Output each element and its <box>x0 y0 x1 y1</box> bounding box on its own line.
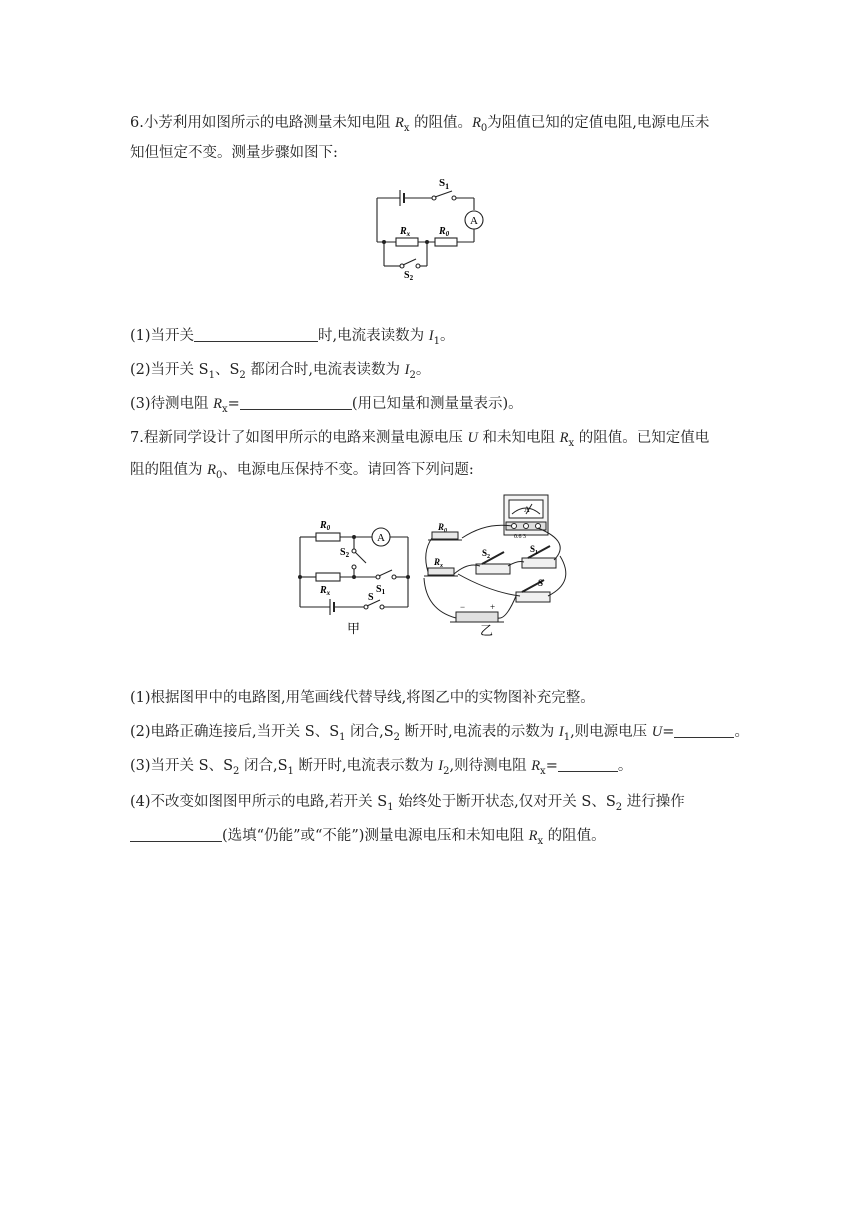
text: 断开时,电流表的示数为 <box>400 724 559 740</box>
var-i: I <box>558 724 564 740</box>
label-s: S <box>538 578 544 588</box>
q7-part4-line1 <box>130 792 740 818</box>
var-i: I <box>438 758 444 774</box>
label-s1: $S_1$ <box>376 584 386 596</box>
var-r: R <box>213 396 223 412</box>
sub: 1 <box>563 731 571 743</box>
answer-blank[interactable] <box>194 327 318 342</box>
var-r: R <box>394 115 404 131</box>
text: 的阻值。 <box>543 828 606 844</box>
caption-jia: 甲 <box>347 621 361 636</box>
text: 。 <box>439 328 455 344</box>
sub: 0 <box>215 469 223 481</box>
text: 阻的阻值为 <box>130 462 208 478</box>
text: 都闭合时,电流表读数为 <box>245 362 405 378</box>
battery-plus: + <box>490 602 496 612</box>
sub: 2 <box>443 765 450 777</box>
sub: 0 <box>480 122 488 134</box>
answer-blank[interactable] <box>240 395 352 410</box>
label-s2: $S_2$ <box>404 270 414 280</box>
q7-part4-line2 <box>130 826 740 852</box>
sub: x <box>568 437 575 449</box>
text: 闭合,S <box>239 758 288 774</box>
label-s2: $S_2$ <box>482 548 491 560</box>
var-r: R <box>472 115 481 131</box>
q7-apparatus-figure-yi <box>420 492 580 640</box>
ammeter-label: A <box>377 532 385 544</box>
var-u: U <box>651 724 663 740</box>
sub: 1 <box>287 765 294 777</box>
label-rx: $R_x$ <box>434 557 444 569</box>
text: 为阻值已知的定值电阻,电源电压未 <box>487 115 710 131</box>
var-u: U <box>467 430 478 446</box>
text: 断开时,电流表示数为 <box>293 758 439 774</box>
label-r0: $R_0$ <box>320 520 331 532</box>
q6-step2 <box>130 360 740 386</box>
text: 闭合,S <box>345 724 394 740</box>
text: (2)当开关 S <box>130 362 209 378</box>
label-rx: $R_x$ <box>320 585 331 597</box>
q6-step1 <box>130 326 740 352</box>
var-r: R <box>559 430 569 446</box>
sub: x <box>540 765 546 777</box>
sub: x <box>403 122 410 134</box>
label-s1: $S_1$ <box>439 177 450 191</box>
sub: 2 <box>409 369 416 381</box>
text: 。 <box>415 362 431 378</box>
label-s1: $S_1$ <box>530 544 539 556</box>
answer-blank[interactable] <box>130 827 222 842</box>
answer-blank[interactable] <box>558 757 618 772</box>
sub: 1 <box>208 369 215 381</box>
text: 、电源电压保持不变。请回答下列问题: <box>222 462 474 478</box>
meter-scale: 0.6 3 <box>514 534 526 540</box>
answer-blank[interactable] <box>674 723 734 738</box>
var-r: R <box>528 828 538 844</box>
sub: 1 <box>387 801 394 813</box>
q7-intro-line2 <box>130 460 740 486</box>
label-r0: $R_0$ <box>438 522 448 534</box>
sub: 2 <box>239 369 246 381</box>
q6-circuit-diagram <box>360 170 500 280</box>
label-rx: $R_x$ <box>400 226 411 238</box>
text: ,则待测电阻 <box>449 758 532 774</box>
var-i: I <box>428 328 434 344</box>
var-r: R <box>531 758 541 774</box>
text: 始终处于断开状态,仅对开关 S、S <box>393 794 616 810</box>
text: 、S <box>214 362 240 378</box>
ammeter-label: A <box>470 215 478 227</box>
text: 7.程新同学设计了如图甲所示的电路来测量电源电压 <box>130 430 468 446</box>
text: 的阻值。已知定值电 <box>574 430 710 446</box>
q6-intro-line2: 知但恒定不变。测量步骤如图下: <box>130 145 338 161</box>
q7-part1: (1)根据图甲中的电路图,用笔画线代替导线,将图乙中的实物图补充完整。 <box>130 690 595 706</box>
text: (选填“仍能”或“不能”)测量电源电压和未知电阻 <box>222 828 529 844</box>
q6-intro-line1 <box>130 113 740 139</box>
text: 。 <box>734 724 749 740</box>
sub: 2 <box>393 731 401 743</box>
sub: 1 <box>339 731 346 743</box>
text: = <box>227 396 240 412</box>
text: (用已知量和测量量表示)。 <box>351 396 523 412</box>
text: 的阻值。 <box>409 115 473 131</box>
text: (4)不改变如图图甲所示的电路,若开关 S <box>130 794 388 810</box>
text: 进行操作 <box>622 794 685 810</box>
sub: x <box>537 835 544 847</box>
sub: 1 <box>433 335 440 347</box>
text: (3)当开关 S、S <box>130 758 234 774</box>
sub: 2 <box>233 765 240 777</box>
var-i: I <box>404 362 410 378</box>
meter-a-label: A <box>524 505 530 514</box>
text: (1)当开关 <box>130 328 195 344</box>
caption-yi: 乙 <box>480 623 494 638</box>
text: 时,电流表读数为 <box>318 328 429 344</box>
text: = <box>662 724 675 740</box>
text: 。 <box>617 758 633 774</box>
text: (3)待测电阻 <box>130 396 214 412</box>
text: ,则电源电压 <box>570 724 652 740</box>
var-r: R <box>207 462 216 478</box>
text: 和未知电阻 <box>477 430 560 446</box>
text: = <box>545 758 558 774</box>
q7-circuit-schematic-jia <box>290 515 420 640</box>
q7-intro-line1 <box>130 428 740 454</box>
sub: 2 <box>615 801 623 813</box>
q6-step3 <box>130 394 740 420</box>
text: (2)电路正确连接后,当开关 S、S <box>130 724 340 740</box>
q7-part3 <box>130 756 740 782</box>
label-s: S <box>368 592 374 603</box>
label-s2: $S_2$ <box>340 547 350 559</box>
label-r0: $R_0$ <box>439 226 450 238</box>
q7-part2 <box>130 722 749 748</box>
battery-minus: − <box>460 602 466 612</box>
sub: x <box>222 403 228 415</box>
text: 6.小芳利用如图所示的电路测量未知电阻 <box>130 115 395 131</box>
